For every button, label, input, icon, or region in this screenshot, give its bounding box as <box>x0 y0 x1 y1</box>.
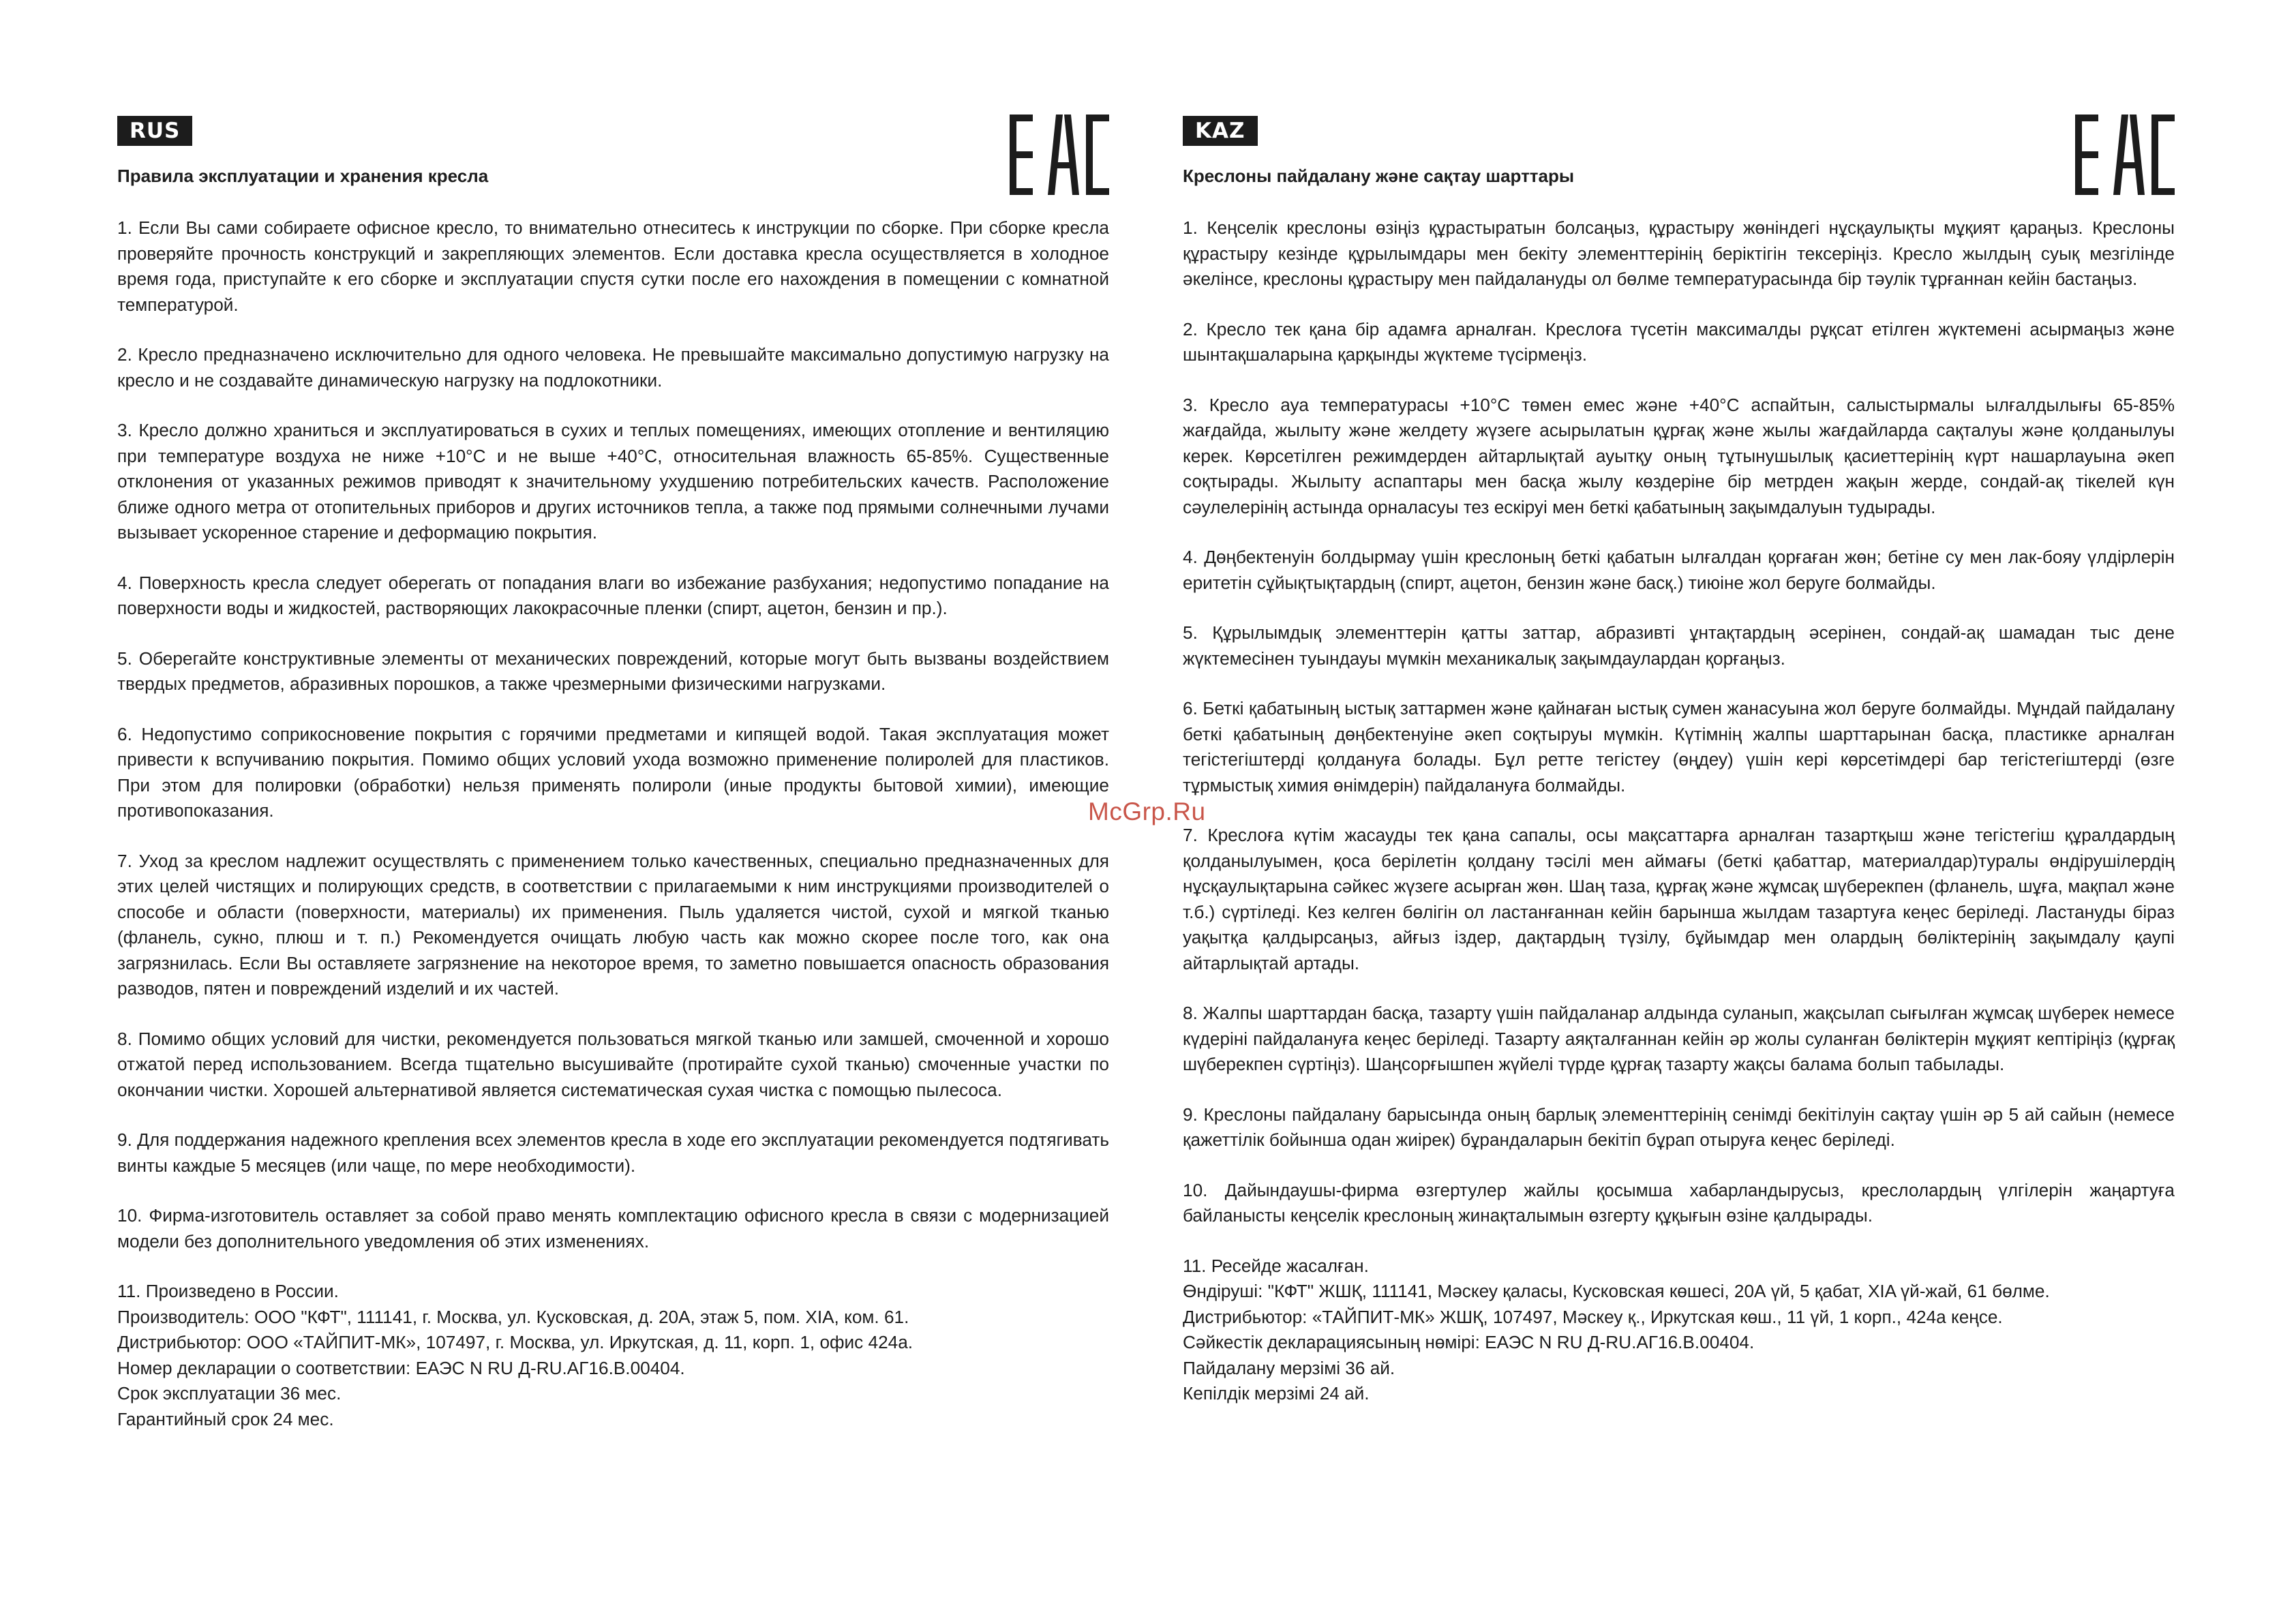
footer-line: Пайдалану мерзімі 36 ай. <box>1183 1357 1395 1378</box>
language-badge: RUS <box>117 116 192 146</box>
instruction-paragraph: 3. Кресло ауа температурасы +10°С төмен емес және +40°С аспайтын, салыстырмалы ылғалдылығы 65-85% жағдайда, жылыту және желдету жүзеге асырылатын құрғақ және жылы жағдайларда сақталуы және қолданылуы керек. Көрсетілген режимдерден айтарлықтай ауытқу оның тұтынушылық қасиеттерінің күрт нашарлауына әкеп соқтырады. Жылыту аспаптары мен басқа жылу көздеріне бір метрден жақын жерде, сондай-ақ тікелей күн сәулелерінің астында орналасуы тез ескіруі мен беткі қабатының зақымдалуын тудырады. <box>1183 394 2175 517</box>
instructions-list <box>1183 215 2175 1407</box>
instructions-list <box>117 215 1109 1432</box>
instruction-paragraph: 5. Оберегайте конструктивные элементы от механических повреждений, которые могут быть вызваны воздействием твердых предметов, абразивных порошков, а также чрезмерными физическими нагрузками. <box>117 648 1109 694</box>
footer-line: Номер декларации о соответствии: ЕАЭС N RU Д-RU.АГ16.В.00404. <box>117 1357 685 1378</box>
language-badge: KAZ <box>1183 116 1258 146</box>
document-title: Правила эксплуатации и хранения кресла <box>117 166 489 186</box>
instruction-paragraph: 3. Кресло должно храниться и эксплуатироваться в сухих и теплых помещениях, имеющих отопление и вентиляцию при температуре воздуха не ниже +10°С и не выше +40°С, относительная влажность 65-85%. Существенные отклонения от указанных режимов приводят к значительному ухудшению потребительских качеств. Расположение ближе одного метра от отопительных приборов и других источников тепла, а также под прямыми солнечными лучами вызывает ускоренное старение и деформацию покрытия. <box>117 420 1109 543</box>
footer-line: Өндіруші: "КФТ" ЖШҚ, 111141, Мәскеу қаласы, Кусковская көшесі, 20А үй, 5 қабат, XIA үй-жай, 61 бөлме. <box>1183 1281 2050 1301</box>
instruction-paragraph: 2. Кресло предназначено исключительно для одного человека. Не превышайте максимально допустимую нагрузку на кресло и не создавайте динамическую нагрузку на подлокотники. <box>117 344 1109 391</box>
column-kaz <box>1183 116 2175 1404</box>
footer-line: Сәйкестік декларациясының нөмірі: ЕАЭС N RU Д-RU.АГ16.В.00404. <box>1183 1332 1755 1352</box>
instruction-paragraph: 8. Помимо общих условий для чистки, рекомендуется пользоваться мягкой тканью или замшей, смоченной и хорошо отжатой перед использованием. Всегда тщательно высушивайте (протирайте сухой тканью) смоченные участки по окончании чистки. Хорошей альтернативой является систематическая сухая чистка с помощью пылесоса. <box>117 1028 1109 1100</box>
instruction-paragraph: 1. Если Вы сами собираете офисное кресло, то внимательно отнеситесь к инструкции по сборке. При сборке кресла проверяйте прочность конструкций и закрепляющих элементов. Если доставка кресла осуществляется в холодное время года, приступайте к его сборке и эксплуатации спустя сутки после его нахождения в помещении с комнатной температурой. <box>117 217 1109 315</box>
footer-line: 11. Ресейде жасалған. <box>1183 1255 1369 1276</box>
instruction-paragraph: 8. Жалпы шарттардан басқа, тазарту үшін пайдаланар алдында суланып, жақсылап сығылған жұмсақ шүберек немесе күдеріні пайдалануға кеңес беріледі. Тазарту аяқталғаннан кейін әр жолы суланған бөліктерін мұқият кептіріңіз (құрғақ шүберекпен сүртіңіз). Шаңсорғышпен жүйелі түрде құрғақ тазарту жақсы балама болып табылады. <box>1183 1003 2175 1074</box>
instruction-paragraph: 1. Кеңселік креслоны өзіңіз құрастыратын болсаңыз, құрастыру жөніндегі нұсқаулықты мұқият қараңыз. Креслоны құрастыру кезінде құрылымдары мен бекіту элементтерінің беріктігін тексеріңіз. Кресло жылдың суық мезгілінде әкелінсе, креслоны құрастыру мен пайдалануды ол бөлме температурасында бір тәулік тұрғаннан кейін бастаңыз. <box>1183 217 2175 289</box>
eac-logo-icon <box>2075 115 2175 195</box>
site-watermark: McGrp.Ru <box>1088 798 1206 825</box>
instruction-paragraph: 10. Дайындаушы-фирма өзгертулер жайлы қосымша хабарландырусыз, креслолардың үлгілерін жаңартуға байланысты кеңселік креслоның жинақталымын өзгерту құқығын өзіне қалдырады. <box>1183 1179 2175 1226</box>
footer-line: Дистрибьютор: «ТАЙПИТ-МК» ЖШҚ, 107497, Мәскеу қ., Иркутская көш., 11 үй, 1 корп., 424а кеңсе. <box>1183 1306 2003 1327</box>
document-title: Креслоны пайдалану және сақтау шарттары <box>1183 166 1575 186</box>
manufacturer-info <box>117 1279 1109 1432</box>
instruction-paragraph: 10. Фирма-изготовитель оставляет за собой право менять комплектацию офисного кресла в связи с модернизацией модели без дополнительного уведомления об этих изменениях. <box>117 1205 1109 1252</box>
footer-line: Кепілдік мерзімі 24 ай. <box>1183 1383 1370 1404</box>
instruction-paragraph: 6. Беткі қабатының ыстық заттармен және қайнаған ыстық сумен жанасуына жол беруге болмайды. Мұндай пайдалану беткі қабатының дөңбектенуіне әкеп соқтыруы мүмкін. Күтімнің жалпы шарттарынан басқа, пластикке арналған тегістегіштерді қолдануға болады. Бұл ретте тегістеу (өңдеу) үшін кері көрсетімдері бар тегістегіштерді (өзге тұрмыстық химия өнімдерін) пайдалануға болмайды. <box>1183 698 2175 795</box>
footer-line: Производитель: ООО "КФТ", 111141, г. Москва, ул. Кусковская, д. 20А, этаж 5, пом. XIA, ком. 61. <box>117 1306 909 1327</box>
column-rus <box>117 116 1109 1429</box>
instruction-paragraph: 9. Креслоны пайдалану барысында оның барлық элементтерінің сенімді бекітілуін сақтау үшін әр 5 ай сайын (немесе қажеттілік бойынша одан жиірек) бұрандаларын бекітіп бұрап отыруға кеңес беріледі. <box>1183 1104 2175 1150</box>
eac-logo-icon <box>1010 115 1109 195</box>
footer-line: Дистрибьютор: ООО «ТАЙПИТ-МК», 107497, г. Москва, ул. Иркутская, д. 11, корп. 1, офис 424а. <box>117 1332 913 1352</box>
instruction-paragraph: 6. Недопустимо соприкосновение покрытия с горячими предметами и кипящей водой. Такая эксплуатация может привести к вспучиванию покрытия. Помимо общих условий ухода возможно применение полиролей для пластиков. При этом для полировки (обработки) нельзя применять полироли (иные продукты бытовой химии), имеющие противопоказания. <box>117 723 1109 821</box>
instruction-paragraph: 4. Дөңбектенуін болдырмау үшін креслоның беткі қабатын ылғалдан қорғаған жөн; бетіне су мен лак-бояу үлдірлерін еритетін сұйықтықтардың (спирт, ацетон, бензин және басқ.) тиюіне жол беруге болмайды. <box>1183 547 2175 593</box>
manufacturer-info <box>1183 1254 2175 1407</box>
instruction-paragraph: 7. Креслоға күтім жасауды тек қана сапалы, осы мақсаттарға арналған тазартқыш және тегістегіш құралдардың қолданылуымен, қоса берілетін қолдану тәсілі мен аймағы (беткі қабаттар, материалдар)туралы өндірушілердің нұсқаулықтарына сәйкес жүзеге асырған жөн. Шаң таза, құрғақ және жұмсақ шүберекпен (фланель, шұға, мақпал және т.б.) сүртіледі. Кез келген бөлігін ол ластанғаннан кейін барынша жылдам тазартуға кеңес беріледі. Ластануды біраз уақытқа қалдырсаңыз, айғыз іздер, дақтардың түзілу, бұйымдар мен олардың бөліктерінің зақымдалу қаупі айтарлықтай артады. <box>1183 825 2175 973</box>
footer-line: 11. Произведено в России. <box>117 1281 339 1301</box>
footer-line: Срок эксплуатации 36 мес. <box>117 1383 342 1404</box>
instruction-paragraph: 4. Поверхность кресла следует оберегать от попадания влаги во избежание разбухания; недопустимо попадание на поверхности воды и жидкостей, растворяющих лакокрасочные пленки (спирт, ацетон, бензин и пр.). <box>117 572 1109 618</box>
instruction-paragraph: 5. Құрылымдық элементтерін қатты заттар, абразивті ұнтақтардың әсерінен, сондай-ақ шамадан тыс дене жүктемесінен туындауы мүмкін механикалық зақымдаулардан қорғаңыз. <box>1183 622 2175 669</box>
instruction-paragraph: 9. Для поддержания надежного крепления всех элементов кресла в ходе его эксплуатации рекомендуется подтягивать винты каждые 5 месяцев (или чаще, по мере необходимости). <box>117 1129 1109 1176</box>
instruction-paragraph: 7. Уход за креслом надлежит осуществлять с применением только качественных, специально предназначенных для этих целей чистящих и полирующих средств, в соответствии с прилагаемыми к ним инструкциями производителей о способе и области (поверхности, материалы) их применения. Пыль удаляется чистой, сухой и мягкой тканью (фланель, сукно, плюш и т. п.) Рекомендуется очищать любую часть как можно скорее после того, как она загрязнилась. Если Вы оставляете загрязнение на некоторое время, то заметно повышается опасность образования разводов, пятен и повреждений изделий и их частей. <box>117 850 1109 999</box>
footer-line: Гарантийный срок 24 мес. <box>117 1408 334 1429</box>
instruction-paragraph: 2. Кресло тек қана бір адамға арналған. Креслоға түсетін максималды рұқсат етілген жүктемені асырмаңыз және шынтақшаларына қарқынды жүктеме түсірмеңіз. <box>1183 318 2175 365</box>
